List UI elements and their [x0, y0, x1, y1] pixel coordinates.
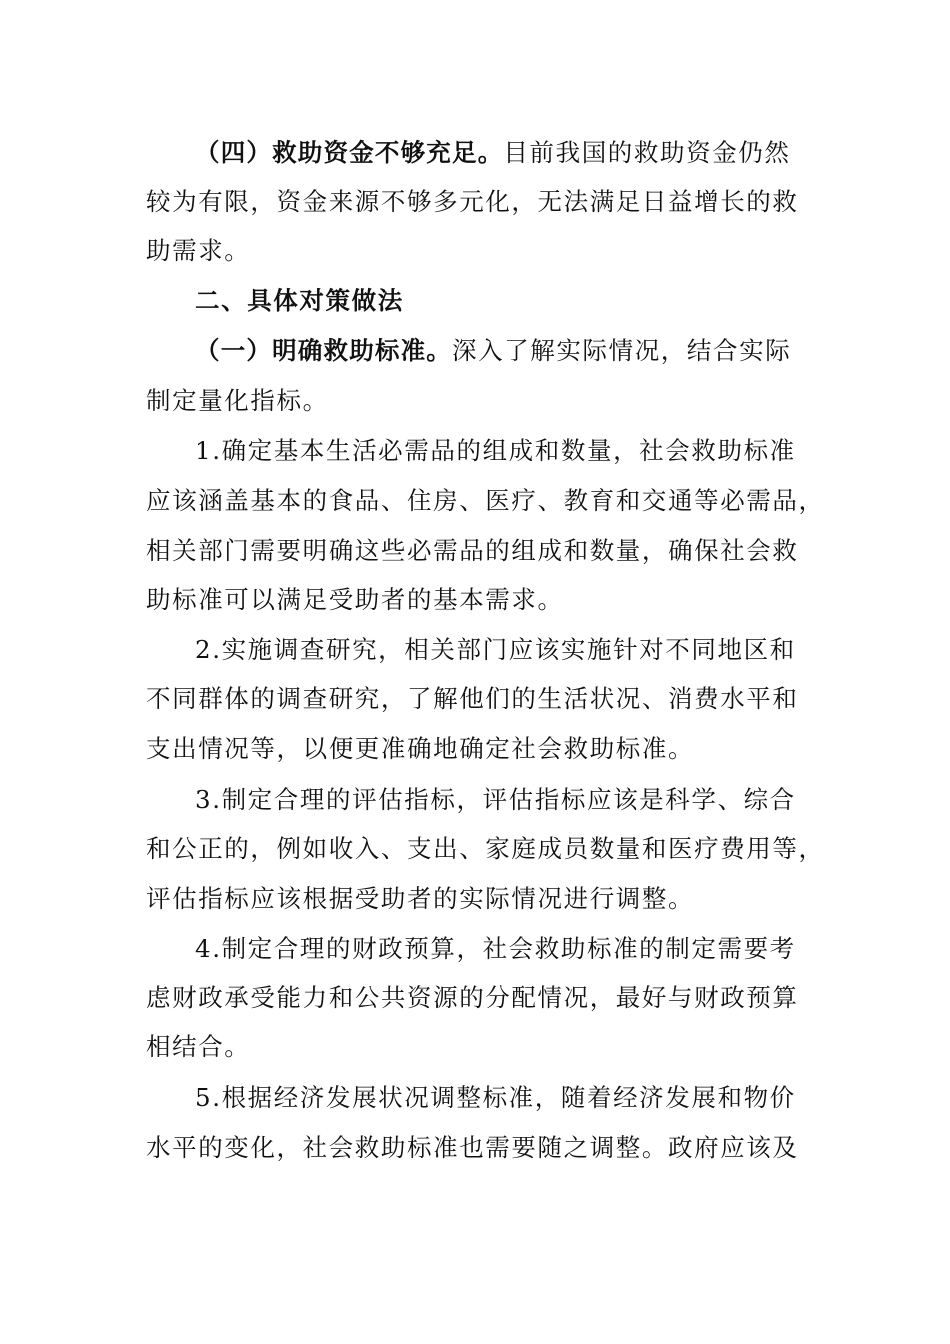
item-2-line-2: 不同群体的调查研究，了解他们的生活状况、消费水平和 — [146, 684, 799, 713]
item-1-line-3: 相关部门需要明确这些必需品的组成和数量，确保社会救 — [146, 536, 799, 565]
item-4-line-3: 相结合。 — [146, 1032, 251, 1061]
para-4-line-1 — [195, 128, 795, 178]
item-5-line-1: 5.根据经济发展状况调整标准，随着经济发展和物价 — [195, 1083, 796, 1112]
para-4-line-3: 助需求。 — [146, 236, 251, 265]
item-2-line-3: 支出情况等，以便更准确地确定社会救助标准。 — [146, 734, 695, 763]
item-4-line-2: 虑财政承受能力和公共资源的分配情况，最好与财政预算 — [146, 983, 799, 1012]
item-3-line-1: 3.制定合理的评估指标，评估指标应该是科学、综合 — [195, 785, 796, 814]
para-1-line-2: 制定量化指标。 — [146, 386, 329, 415]
item-1-line-1: 1.确定基本生活必需品的组成和数量，社会救助标准 — [195, 436, 796, 465]
item-5-line-2: 水平的变化，社会救助标准也需要随之调整。政府应该及 — [146, 1133, 799, 1162]
section-heading: 二、具体对策做法 — [195, 286, 404, 315]
item-3-line-2: 和公正的，例如收入、支出、家庭成员数量和医疗费用等， — [146, 834, 825, 863]
item-3-line-3: 评估指标应该根据受助者的实际情况进行调整。 — [146, 884, 695, 913]
item-4-line-1: 4.制定合理的财政预算，社会救助标准的制定需要考 — [195, 934, 796, 963]
item-1-line-2: 应该涵盖基本的食品、住房、医疗、教育和交通等必需品， — [146, 486, 825, 515]
para-4-line-2: 较为有限，资金来源不够多元化，无法满足日益增长的救 — [146, 187, 799, 216]
para-4-lead: （四）救助资金不够充足。 — [195, 138, 504, 167]
item-2-line-1: 2.实施调查研究，相关部门应该实施针对不同地区和 — [195, 635, 796, 664]
para-1-line-1-text: 深入了解实际情况，结合实际 — [452, 336, 792, 365]
para-4-line-1-text: 目前我国的救助资金仍然 — [503, 138, 791, 167]
para-1-line-1 — [195, 326, 795, 376]
para-1-lead: （一）明确救助标准。 — [195, 336, 452, 365]
item-1-line-4: 助标准可以满足受助者的基本需求。 — [146, 585, 564, 614]
